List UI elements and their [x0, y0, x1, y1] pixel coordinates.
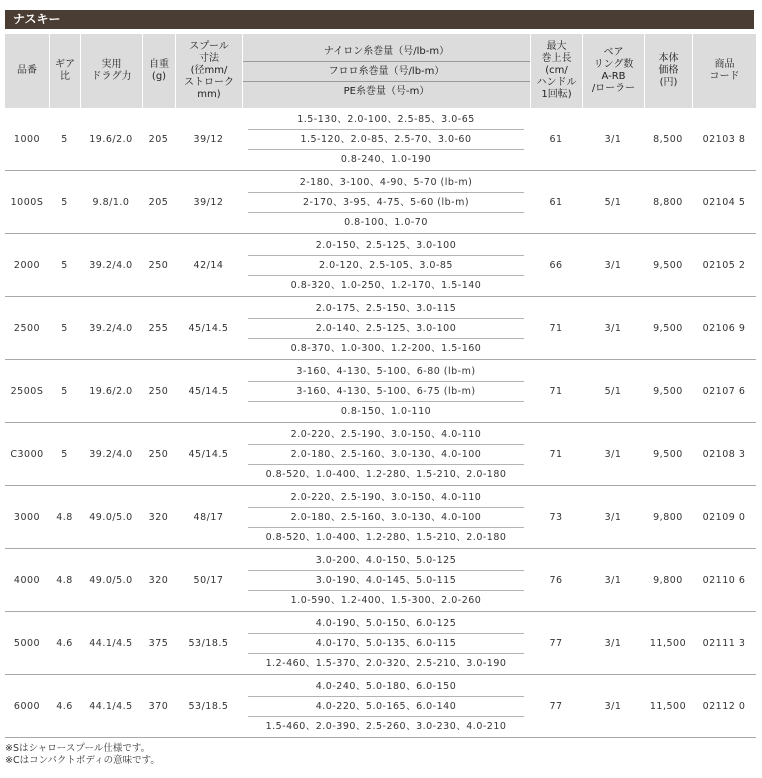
cell-code: 02110 6 — [692, 549, 756, 612]
cell-model: 6000 — [5, 675, 49, 738]
cell-drag: 19.6/2.0 — [80, 108, 142, 171]
header-fluoro: フロロ糸巻量（号/lb-m） — [243, 61, 530, 82]
cell-line-capacity — [242, 108, 530, 171]
table-row — [5, 360, 756, 423]
pe-capacity: 0.8-240、1.0-190 — [340, 153, 432, 165]
cell-gear-ratio: 4.8 — [49, 549, 80, 612]
cell-retrieve: 61 — [530, 171, 582, 234]
cell-gear-ratio: 5 — [49, 171, 80, 234]
table-row — [5, 297, 756, 360]
cell-code: 02108 3 — [692, 423, 756, 486]
cell-drag: 49.0/5.0 — [80, 486, 142, 549]
table-row — [5, 549, 756, 612]
cell-retrieve: 73 — [530, 486, 582, 549]
header-weight — [142, 34, 175, 108]
cell-model: 1000 — [5, 108, 49, 171]
cell-spool: 45/14.5 — [175, 360, 242, 423]
cell-line-capacity — [242, 612, 530, 675]
cell-gear-ratio: 5 — [49, 234, 80, 297]
cell-bearing: 3/1 — [582, 675, 644, 738]
header-line: 最大 — [546, 41, 567, 52]
header-line: コード — [709, 71, 740, 82]
header-drag — [80, 34, 142, 108]
header-line: (g) — [151, 71, 167, 82]
cell-code: 02105 2 — [692, 234, 756, 297]
cell-weight: 375 — [142, 612, 175, 675]
pe-capacity: 0.8-520、1.0-400、1.2-280、1.5-210、2.0-180 — [265, 468, 507, 480]
header-gear-ratio — [49, 34, 80, 108]
table-row — [5, 108, 756, 171]
header-line: /ローラー — [591, 83, 636, 94]
pe-capacity: 0.8-100、1.0-70 — [344, 216, 428, 228]
cell-bearing: 3/1 — [582, 612, 644, 675]
header-spool — [175, 34, 242, 108]
nylon-capacity: 2.0-150、2.5-125、3.0-100 — [315, 239, 457, 251]
cell-drag: 19.6/2.0 — [80, 360, 142, 423]
footnote-compact: ※Cはコンパクトボディの意味です。 — [5, 755, 160, 766]
cell-price: 9,500 — [644, 423, 692, 486]
fluoro-capacity: 2.0-120、2.5-105、3.0-85 — [248, 255, 524, 276]
cell-weight: 250 — [142, 234, 175, 297]
nylon-capacity: 2-180、3-100、4-90、5-70 (lb-m) — [299, 176, 473, 188]
cell-price: 9,800 — [644, 549, 692, 612]
cell-weight: 320 — [142, 549, 175, 612]
header-price — [644, 34, 692, 108]
header-line: 本体 — [658, 53, 679, 64]
header-line: (径mm/ — [190, 65, 228, 76]
cell-model: 1000S — [5, 171, 49, 234]
fluoro-capacity: 2.0-180、2.5-160、3.0-130、4.0-100 — [248, 507, 524, 528]
header-code — [692, 34, 756, 108]
nylon-capacity: 1.5-130、2.0-100、2.5-85、3.0-65 — [297, 113, 475, 125]
header-line: 価格 — [658, 65, 679, 76]
cell-gear-ratio: 5 — [49, 297, 80, 360]
cell-line-capacity — [242, 234, 530, 297]
header-line: スプール — [189, 41, 229, 52]
header-line: 品番 — [17, 65, 37, 76]
pe-capacity: 1.5-460、2.0-390、2.5-260、3.0-230、4.0-210 — [265, 720, 507, 732]
cell-weight: 205 — [142, 108, 175, 171]
cell-drag: 9.8/1.0 — [80, 171, 142, 234]
cell-bearing: 3/1 — [582, 486, 644, 549]
nylon-capacity: 3.0-200、4.0-150、5.0-125 — [315, 554, 457, 566]
cell-line-capacity — [242, 297, 530, 360]
header-line: ストローク — [184, 77, 234, 88]
cell-weight: 250 — [142, 423, 175, 486]
cell-spool: 39/12 — [175, 171, 242, 234]
cell-retrieve: 61 — [530, 108, 582, 171]
cell-spool: 53/18.5 — [175, 675, 242, 738]
fluoro-capacity: 2-170、3-95、4-75、5-60 (lb-m) — [248, 192, 524, 213]
pe-capacity: 0.8-150、1.0-110 — [340, 405, 432, 417]
cell-bearing: 3/1 — [582, 297, 644, 360]
pe-capacity: 0.8-320、1.0-250、1.2-170、1.5-140 — [290, 279, 482, 291]
cell-spool: 42/14 — [175, 234, 242, 297]
header-nylon: ナイロン糸巻量（号/lb-m） — [323, 45, 450, 57]
header-line-capacity — [242, 34, 530, 108]
nylon-capacity: 4.0-240、5.0-180、6.0-150 — [315, 680, 457, 692]
cell-gear-ratio: 5 — [49, 108, 80, 171]
cell-drag: 39.2/4.0 — [80, 297, 142, 360]
nylon-capacity: 3-160、4-130、5-100、6-80 (lb-m) — [296, 365, 476, 377]
cell-price: 8,500 — [644, 108, 692, 171]
header-model — [5, 34, 49, 108]
cell-model: 4000 — [5, 549, 49, 612]
cell-retrieve: 77 — [530, 612, 582, 675]
header-retrieve — [530, 34, 582, 108]
pe-capacity: 0.8-370、1.0-300、1.2-200、1.5-160 — [290, 342, 482, 354]
header-line: 比 — [60, 71, 70, 82]
cell-line-capacity — [242, 360, 530, 423]
cell-weight: 250 — [142, 360, 175, 423]
cell-code: 02107 6 — [692, 360, 756, 423]
cell-drag: 49.0/5.0 — [80, 549, 142, 612]
cell-model: 5000 — [5, 612, 49, 675]
cell-gear-ratio: 5 — [49, 360, 80, 423]
header-pe: PE糸巻量（号-m） — [343, 85, 430, 97]
header-line: 商品 — [714, 59, 735, 70]
cell-code: 02111 3 — [692, 612, 756, 675]
cell-code: 02112 0 — [692, 675, 756, 738]
cell-retrieve: 77 — [530, 675, 582, 738]
table-row — [5, 423, 756, 486]
cell-price: 11,500 — [644, 612, 692, 675]
header-line: リング数 — [593, 59, 634, 70]
header-bearing — [582, 34, 644, 108]
fluoro-capacity: 3-160、4-130、5-100、6-75 (lb-m) — [248, 381, 524, 402]
nylon-capacity: 4.0-190、5.0-150、6.0-125 — [315, 617, 457, 629]
cell-spool: 50/17 — [175, 549, 242, 612]
cell-drag: 44.1/4.5 — [80, 612, 142, 675]
cell-gear-ratio: 4.6 — [49, 675, 80, 738]
cell-drag: 39.2/4.0 — [80, 234, 142, 297]
cell-retrieve: 76 — [530, 549, 582, 612]
cell-weight: 320 — [142, 486, 175, 549]
fluoro-capacity: 4.0-170、5.0-135、6.0-115 — [248, 633, 524, 654]
header-line: ドラグ力 — [91, 71, 132, 82]
cell-bearing: 5/1 — [582, 360, 644, 423]
cell-bearing: 5/1 — [582, 171, 644, 234]
cell-line-capacity — [242, 549, 530, 612]
pe-capacity: 0.8-520、1.0-400、1.2-280、1.5-210、2.0-180 — [265, 531, 507, 543]
cell-line-capacity — [242, 171, 530, 234]
cell-price: 8,800 — [644, 171, 692, 234]
cell-model: 2000 — [5, 234, 49, 297]
pe-capacity: 1.2-460、1.5-370、2.0-320、2.5-210、3.0-190 — [265, 657, 507, 669]
cell-spool: 48/17 — [175, 486, 242, 549]
cell-code: 02106 9 — [692, 297, 756, 360]
header-line: mm) — [197, 89, 221, 100]
header-line: 巻上長 — [541, 53, 572, 64]
spec-table-body — [5, 108, 756, 738]
cell-price: 11,500 — [644, 675, 692, 738]
nylon-capacity: 2.0-220、2.5-190、3.0-150、4.0-110 — [290, 428, 482, 440]
nylon-capacity: 2.0-175、2.5-150、3.0-115 — [315, 302, 457, 314]
header-row — [5, 34, 756, 108]
fluoro-capacity: 3.0-190、4.0-145、5.0-115 — [248, 570, 524, 591]
spec-table — [5, 34, 756, 738]
cell-price: 9,800 — [644, 486, 692, 549]
header-line: A-RB — [601, 71, 626, 82]
header-line: 自重 — [149, 59, 169, 70]
header-line: (cm/ — [545, 65, 568, 76]
cell-model: 3000 — [5, 486, 49, 549]
section-title: ナスキー — [5, 10, 754, 29]
cell-code: 02104 5 — [692, 171, 756, 234]
header-line: 寸法 — [199, 53, 219, 64]
fluoro-capacity: 1.5-120、2.0-85、2.5-70、3.0-60 — [248, 129, 524, 150]
cell-gear-ratio: 4.6 — [49, 612, 80, 675]
header-line: (円) — [659, 77, 678, 88]
cell-weight: 370 — [142, 675, 175, 738]
header-line: ハンドル — [536, 77, 577, 88]
cell-line-capacity — [242, 423, 530, 486]
table-row — [5, 675, 756, 738]
footnote-shallow: ※Sはシャロースプール仕様です。 — [5, 743, 151, 754]
cell-code: 02109 0 — [692, 486, 756, 549]
cell-bearing: 3/1 — [582, 234, 644, 297]
table-row — [5, 612, 756, 675]
cell-model: 2500 — [5, 297, 49, 360]
cell-bearing: 3/1 — [582, 423, 644, 486]
cell-retrieve: 71 — [530, 423, 582, 486]
fluoro-capacity: 4.0-220、5.0-165、6.0-140 — [248, 696, 524, 717]
table-row — [5, 171, 756, 234]
header-line: ギア — [55, 59, 75, 70]
cell-model: C3000 — [5, 423, 49, 486]
cell-weight: 205 — [142, 171, 175, 234]
cell-code: 02103 8 — [692, 108, 756, 171]
fluoro-capacity: 2.0-180、2.5-160、3.0-130、4.0-100 — [248, 444, 524, 465]
cell-drag: 39.2/4.0 — [80, 423, 142, 486]
cell-spool: 53/18.5 — [175, 612, 242, 675]
table-row — [5, 234, 756, 297]
cell-spool: 45/14.5 — [175, 423, 242, 486]
cell-price: 9,500 — [644, 297, 692, 360]
cell-bearing: 3/1 — [582, 549, 644, 612]
header-line: 実用 — [101, 59, 122, 70]
pe-capacity: 1.0-590、1.2-400、1.5-300、2.0-260 — [290, 594, 482, 606]
cell-price: 9,500 — [644, 360, 692, 423]
cell-weight: 255 — [142, 297, 175, 360]
cell-retrieve: 66 — [530, 234, 582, 297]
cell-spool: 39/12 — [175, 108, 242, 171]
cell-line-capacity — [242, 675, 530, 738]
nylon-capacity: 2.0-220、2.5-190、3.0-150、4.0-110 — [290, 491, 482, 503]
cell-price: 9,500 — [644, 234, 692, 297]
cell-model: 2500S — [5, 360, 49, 423]
cell-spool: 45/14.5 — [175, 297, 242, 360]
cell-line-capacity — [242, 486, 530, 549]
table-row — [5, 486, 756, 549]
cell-gear-ratio: 4.8 — [49, 486, 80, 549]
header-line: 1回転) — [541, 89, 572, 100]
cell-retrieve: 71 — [530, 360, 582, 423]
cell-bearing: 3/1 — [582, 108, 644, 171]
cell-retrieve: 71 — [530, 297, 582, 360]
footnotes — [5, 743, 160, 767]
header-line: ベア — [603, 47, 624, 58]
cell-drag: 44.1/4.5 — [80, 675, 142, 738]
cell-gear-ratio: 5 — [49, 423, 80, 486]
fluoro-capacity: 2.0-140、2.5-125、3.0-100 — [248, 318, 524, 339]
